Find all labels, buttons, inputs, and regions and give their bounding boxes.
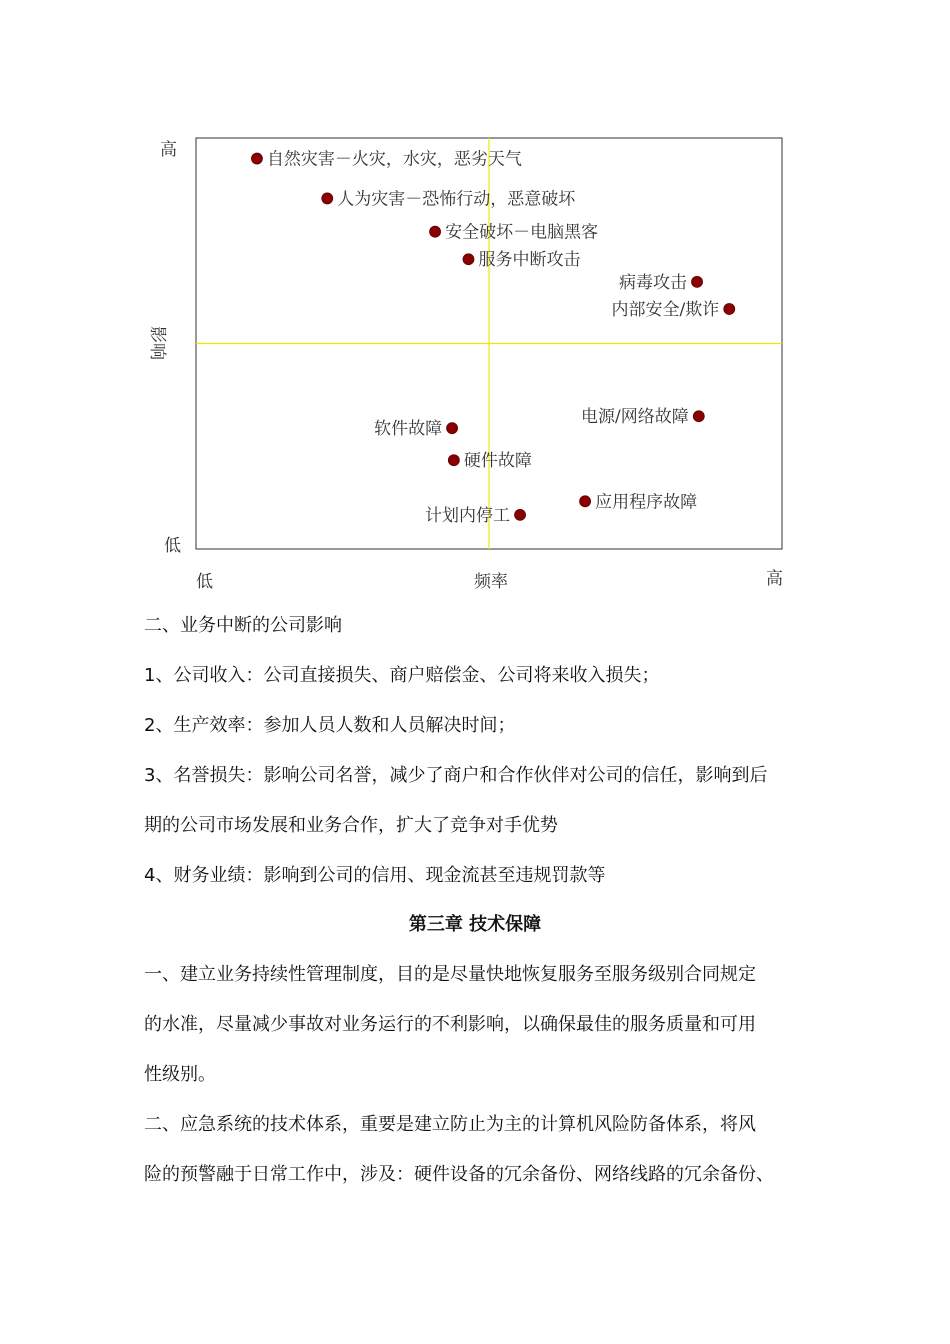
y-axis-label: 影响: [147, 326, 167, 360]
risk-point-label: 人为灾害－恐怖行动，恶意破坏: [337, 189, 576, 210]
risk-point-label: 计划内停工: [425, 505, 511, 526]
impact-item-revenue: 1、公司收入：公司直接损失、商户赔偿金、公司将来收入损失；: [144, 665, 660, 686]
risk-point: [251, 153, 262, 164]
y-tick-high: 高: [160, 140, 177, 160]
x-tick-high: 高: [766, 569, 783, 589]
risk-point-label: 内部安全/欺诈: [611, 299, 720, 320]
risk-point: [463, 254, 474, 265]
section2-title: 二、业务中断的公司影响: [144, 615, 342, 636]
risk-point: [430, 226, 441, 237]
impact-item-reputation-line1: 3、名誉损失：影响公司名誉，减少了商户和合作伙伴对公司的信任，影响到后: [144, 765, 768, 786]
tech-para1-line1: 一、建立业务持续性管理制度，目的是尽量快地恢复服务至服务级别合同规定: [144, 964, 756, 985]
y-tick-low: 低: [164, 536, 181, 556]
risk-matrix-chart: [0, 0, 950, 600]
impact-item-finance: 4、财务业绩：影响到公司的信用、现金流甚至违规罚款等: [144, 865, 606, 886]
tech-para1-line2: 的水准，尽量减少事故对业务运行的不利影响，以确保最佳的服务质量和可用: [144, 1014, 756, 1035]
risk-point-label: 自然灾害－火灾，水灾，恶劣天气: [266, 149, 522, 170]
impact-item-productivity: 2、生产效率：参加人员人数和人员解决时间；: [144, 715, 516, 736]
risk-point: [447, 423, 458, 434]
risk-point: [322, 193, 333, 204]
tech-para1-line3: 性级别。: [144, 1064, 216, 1085]
x-tick-low: 低: [196, 572, 213, 592]
impact-item-reputation-line2: 期的公司市场发展和业务合作，扩大了竞争对手优势: [144, 815, 558, 836]
risk-point-label: 电源/网络故障: [581, 407, 689, 428]
risk-point-label: 服务中断攻击: [478, 250, 581, 271]
risk-point-label: 软件故障: [374, 419, 443, 440]
risk-point: [693, 411, 704, 422]
risk-point: [515, 509, 526, 520]
risk-point-label: 安全破坏－电脑黑客: [445, 222, 599, 243]
risk-point: [448, 455, 459, 466]
x-axis-label: 频率: [474, 572, 508, 592]
risk-point-label: 硬件故障: [463, 451, 532, 472]
risk-point: [724, 303, 735, 314]
chapter3-heading: 第三章 技术保障: [408, 914, 542, 935]
risk-point: [692, 276, 703, 287]
risk-point-label: 病毒攻击: [619, 272, 688, 293]
tech-para2-line1: 二、应急系统的技术体系，重要是建立防止为主的计算机风险防备体系，将风: [144, 1114, 756, 1135]
risk-point-label: 应用程序故障: [595, 492, 698, 513]
tech-para2-line2: 险的预警融于日常工作中，涉及：硬件设备的冗余备份、网络线路的冗余备份、: [144, 1164, 774, 1185]
risk-point: [580, 496, 591, 507]
